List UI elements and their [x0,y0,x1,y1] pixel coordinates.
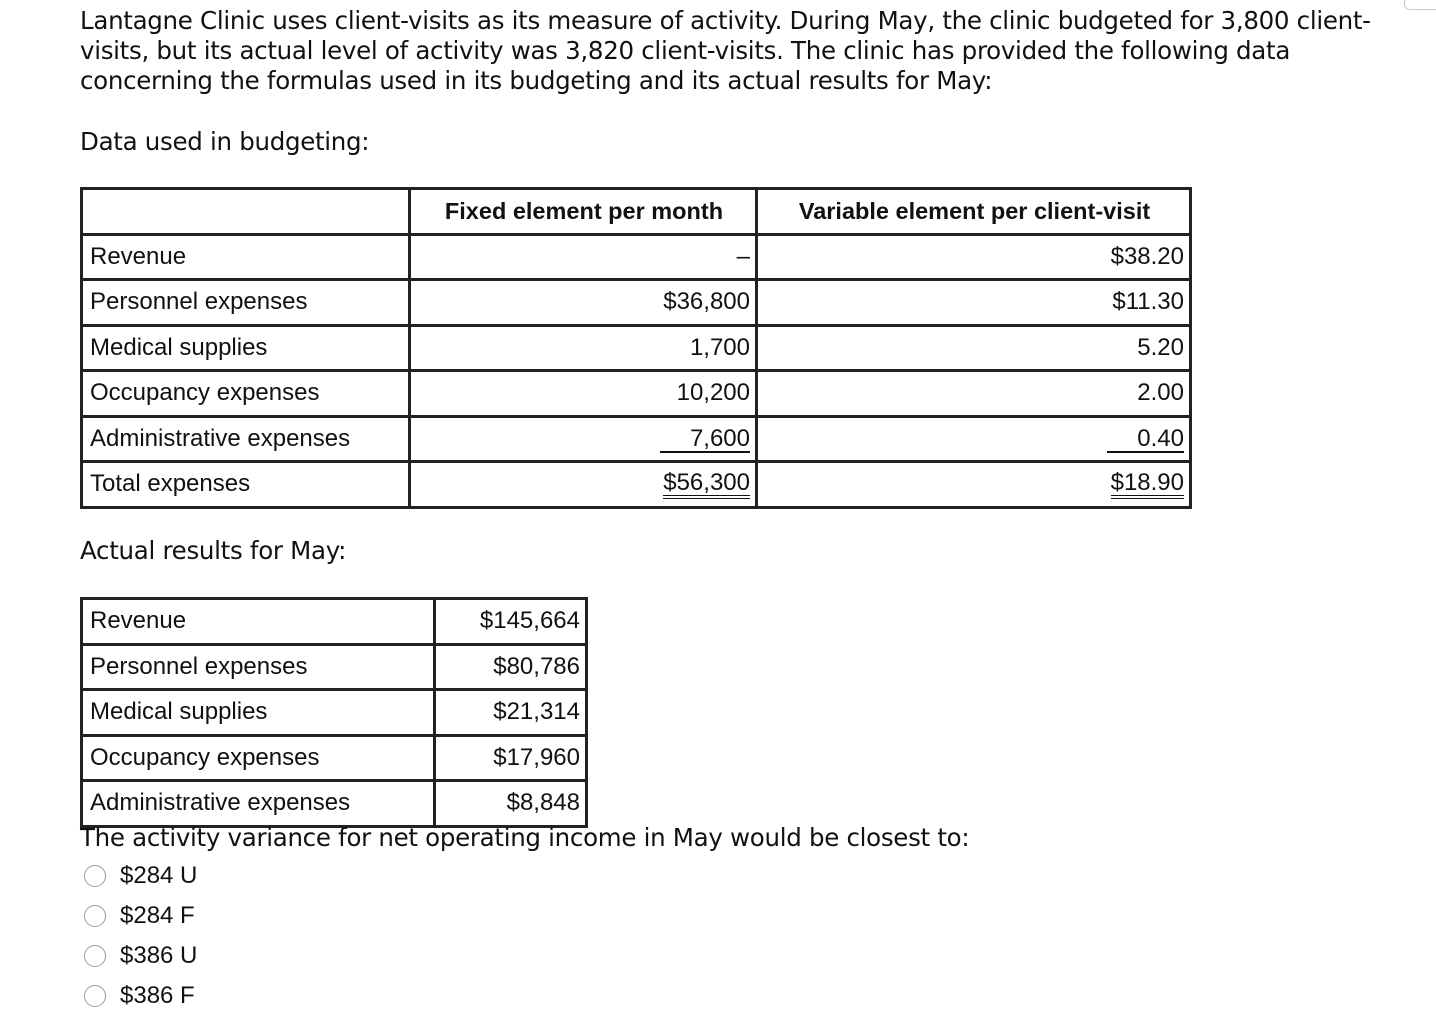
actual-value: $145,664 [435,599,587,645]
header-cell [82,189,410,235]
table-row [82,599,587,645]
budget-heading: Data used in budgeting: [80,127,370,156]
row-label: Occupancy expenses [82,735,435,781]
radio-button[interactable] [84,945,106,967]
option-386-u[interactable] [84,936,197,976]
budget-table [80,187,1192,509]
fixed-value-cell [410,416,757,462]
row-label: Total expenses [82,462,410,508]
row-label: Personnel expenses [82,280,410,326]
variable-value-cell [757,416,1191,462]
option-label: $386 U [120,942,198,969]
table-header-row [82,189,1191,235]
row-label: Occupancy expenses [82,371,410,417]
table-row [82,781,587,827]
row-label: Administrative expenses [82,416,410,462]
option-label: $284 F [120,902,195,929]
actual-value: $80,786 [435,644,587,690]
variable-value: $38.20 [757,234,1191,280]
row-label: Personnel expenses [82,644,435,690]
table-row [82,280,1191,326]
fixed-value: $36,800 [410,280,757,326]
table-row [82,416,1191,462]
row-label: Revenue [82,599,435,645]
fixed-value: – [410,234,757,280]
actual-value: $17,960 [435,735,587,781]
row-label: Revenue [82,234,410,280]
fixed-total: $56,300 [663,471,750,499]
radio-button[interactable] [84,985,106,1007]
table-row [82,325,1191,371]
header-cell: Fixed element per month [410,189,757,235]
variable-total: $18.90 [1111,471,1184,499]
fixed-total-cell [410,462,757,508]
option-284-u[interactable] [84,856,197,896]
variable-value: 5.20 [757,325,1191,371]
row-label: Administrative expenses [82,781,435,827]
actual-table [80,597,588,828]
table-row [82,644,587,690]
table-row [82,462,1191,508]
problem-intro: Lantagne Clinic uses client-visits as its measure of activity. During May, the clinic budgeted for 3,800 client-visits, but its actual level of activity was 3,820 client-visits. The clinic has provided the following data concerning the formulas used in its budgeting and its actual results for May: [80,6,1371,95]
row-label: Medical supplies [82,690,435,736]
row-label: Medical supplies [82,325,410,371]
option-label: $386 F [120,982,195,1009]
option-284-f[interactable] [84,896,197,936]
table-row [82,735,587,781]
variable-value: 0.40 [1107,427,1184,453]
variable-total-cell [757,462,1191,508]
actual-heading: Actual results for May: [80,536,347,565]
variable-value: 2.00 [757,371,1191,417]
fixed-value: 1,700 [410,325,757,371]
option-386-f[interactable] [84,976,197,1016]
option-label: $284 U [120,862,198,889]
header-cell: Variable element per client-visit [757,189,1191,235]
actual-value: $21,314 [435,690,587,736]
table-row [82,690,587,736]
radio-button[interactable] [84,905,106,927]
table-row [82,234,1191,280]
table-row [82,371,1191,417]
actual-value: $8,848 [435,781,587,827]
answer-options [84,856,197,1016]
radio-button[interactable] [84,865,106,887]
fixed-value: 10,200 [410,371,757,417]
corner-widget [1404,0,1436,10]
fixed-value: 7,600 [660,427,750,453]
variable-value: $11.30 [757,280,1191,326]
question-text: The activity variance for net operating income in May would be closest to: [80,823,970,852]
